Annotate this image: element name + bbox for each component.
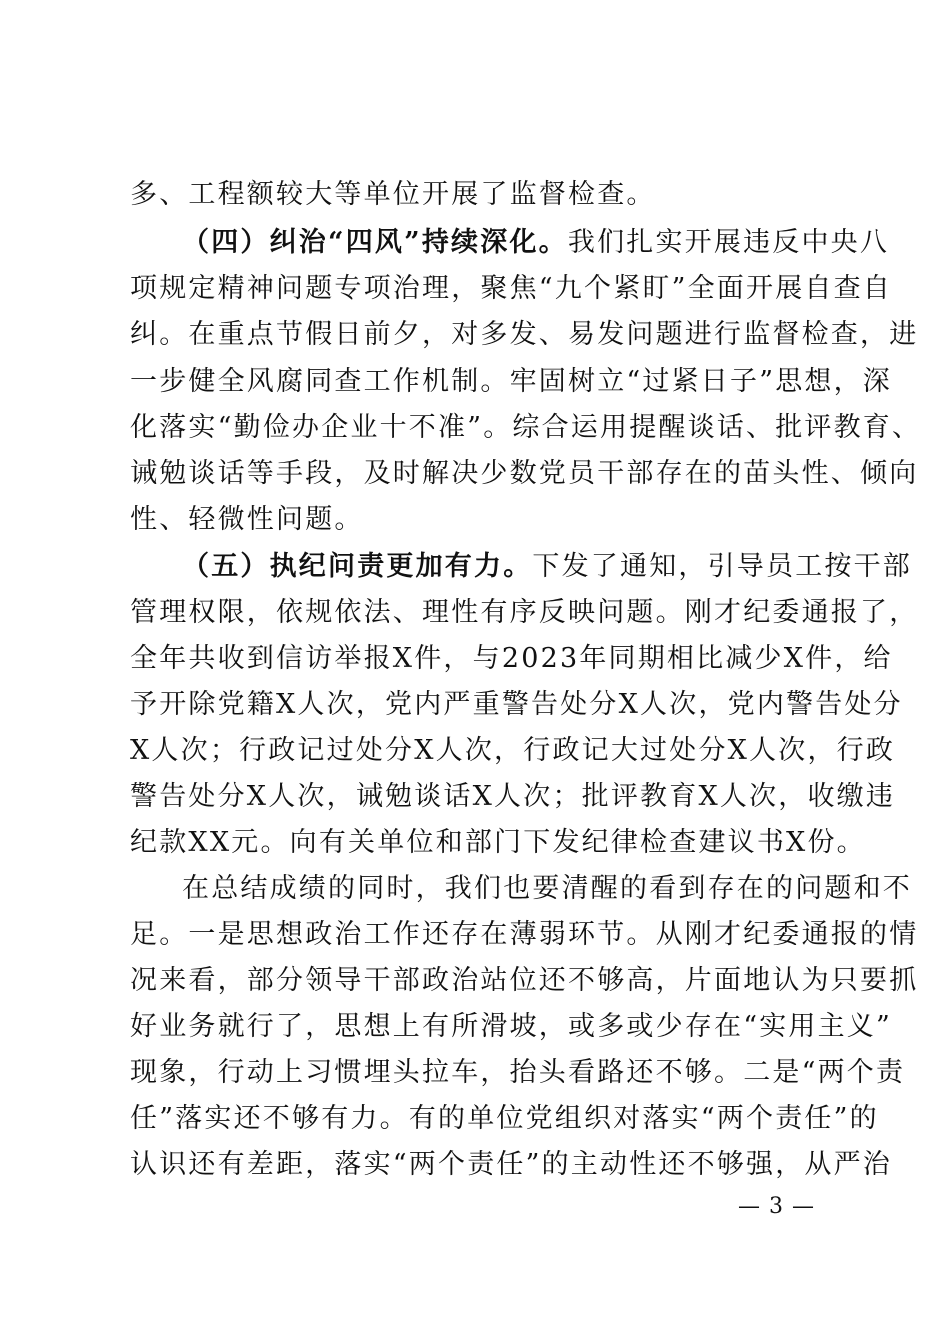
text-line <box>130 1010 892 1044</box>
line-text: 况来看，部分领导干部政治站位还不够高，片面地认为只要抓 <box>130 965 919 996</box>
line-text: 任”落实还不够有力。有的单位党组织对落实“两个责任”的 <box>130 1103 879 1134</box>
text-line <box>130 272 892 306</box>
section-heading: （五）执纪问责更加有力。 <box>182 551 533 582</box>
section-heading: （四）纠治“四风”持续深化。 <box>182 227 568 258</box>
text-line <box>130 457 918 491</box>
text-line <box>130 1148 892 1182</box>
line-text: 好业务就行了，思想上有所滑坡，或多或少存在“实用主义” <box>130 1011 893 1042</box>
line-text: 认识还有差距，落实“两个责任”的主动性还不够强，从严治 <box>130 1149 893 1180</box>
text-line <box>130 503 364 537</box>
text-line <box>130 1056 905 1090</box>
line-text: 一步健全风腐同查工作机制。牢固树立“过紧日子”思想，深 <box>130 366 893 397</box>
line-text: 诫勉谈话等手段，及时解决少数党员干部存在的苗头性、倾向 <box>130 458 919 489</box>
text-line <box>182 550 912 584</box>
text-line <box>130 734 895 768</box>
text-line <box>130 411 921 445</box>
line-text: 管理权限，依规依法、理性有序反映问题。刚才纪委通报了， <box>130 597 919 628</box>
line-text: 多、工程额较大等单位开展了监督检查。 <box>130 179 656 210</box>
text-line <box>130 780 895 814</box>
line-text: 化落实“勤俭办企业十不准”。综合运用提醒谈话、批评教育、 <box>130 412 922 443</box>
text-line <box>130 365 892 399</box>
text-line <box>182 226 889 260</box>
line-text: 在总结成绩的同时，我们也要清醒的看到存在的问题和不 <box>182 873 912 904</box>
line-text: 予开除党籍X人次，党内严重警告处分X人次，党内警告处分 <box>130 689 903 720</box>
line-text: 现象，行动上习惯埋头拉车，抬头看路还不够。二是“两个责 <box>130 1057 906 1088</box>
line-text: 我们扎实开展违反中央八 <box>567 227 890 258</box>
text-line <box>130 918 918 952</box>
text-line <box>130 1102 879 1136</box>
line-text: 警告处分X人次，诫勉谈话X人次；批评教育X人次，收缴违 <box>130 781 896 812</box>
text-line <box>130 178 656 212</box>
line-text: X人次；行政记过处分X人次，行政记大过处分X人次，行政 <box>130 735 896 766</box>
line-text: 下发了通知，引导员工按干部 <box>532 551 913 582</box>
text-line <box>182 872 912 906</box>
text-line <box>130 318 918 352</box>
page-number: — 3 — <box>738 1194 815 1219</box>
text-line <box>130 964 918 998</box>
line-text: 全年共收到信访举报X件，与2023年同期相比减少X件，给 <box>130 643 893 674</box>
text-line <box>130 826 866 860</box>
line-text: 项规定精神问题专项治理，聚焦“九个紧盯”全面开展自查自 <box>130 273 893 304</box>
line-text: 足。一是思想政治工作还存在薄弱环节。从刚才纪委通报的情 <box>130 919 919 950</box>
line-text: 纪款XX元。向有关单位和部门下发纪律检查建议书X份。 <box>130 827 866 858</box>
text-line <box>130 688 903 722</box>
text-line <box>130 642 893 676</box>
line-text: 纠。在重点节假日前夕，对多发、易发问题进行监督检查，进 <box>130 319 919 350</box>
line-text: 性、轻微性问题。 <box>130 504 364 535</box>
text-line <box>130 596 918 630</box>
